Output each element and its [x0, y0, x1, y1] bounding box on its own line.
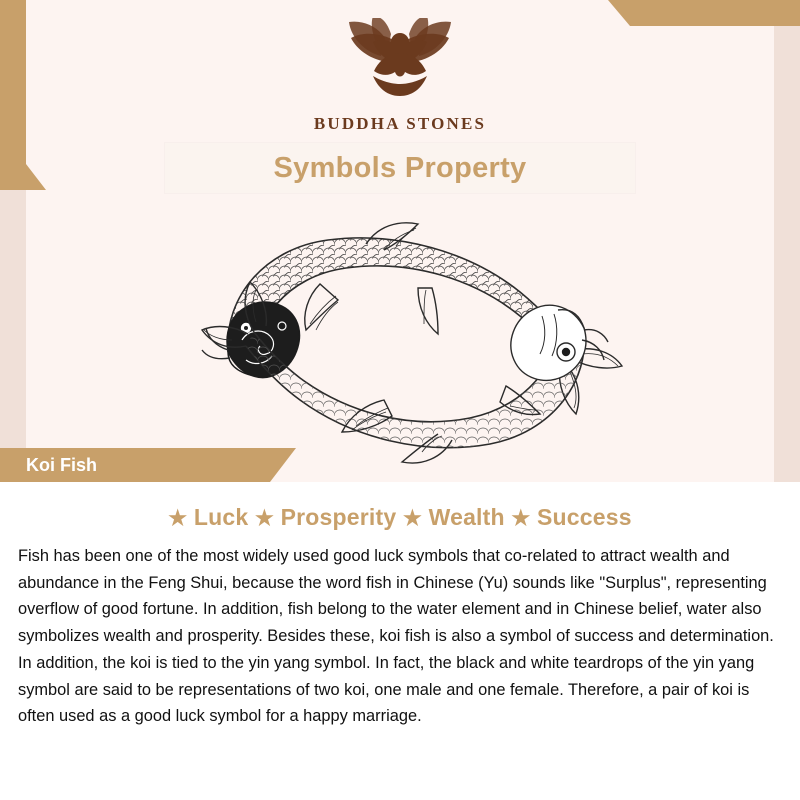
two-koi-fish-yin-yang-icon: [170, 200, 640, 470]
star-icon-3: ★: [402, 507, 422, 530]
brand-name: BUDDHA STONES: [313, 114, 487, 133]
brand-logo: [0, 18, 800, 134]
star-icon-2: ★: [254, 507, 274, 530]
keyword-luck: Luck: [193, 504, 249, 530]
section-label-tail: [270, 448, 296, 482]
keyword-prosperity: Prosperity: [280, 504, 397, 530]
title-banner: [165, 143, 635, 193]
keyword-wealth: Wealth: [428, 504, 505, 530]
keyword-list: [0, 504, 800, 531]
section-label: [0, 448, 270, 482]
star-icon-1: ★: [168, 507, 188, 530]
section-label-text: Koi Fish: [26, 454, 97, 475]
star-icon-4: ★: [511, 507, 531, 530]
description-paragraph: Fish has been one of the most widely used good luck symbols that co-related to attract wealth and abundance in the Feng Shui, because the word fish in Chinese (Yu) sounds like "Surplus", representing overflow of good fortune. In addition, fish belong to the water element and in Chinese belief, water also symbolizes wealth and prosperity. Besides these, koi fish is also a symbol of success and determination. In addition, the koi is tied to the yin yang symbol. In fact, the black and white teardrops of the yin yang symbol are said to be representations of two koi, one male and one female. Therefore, a pair of koi is often used as a good luck symbol for a happy marriage.: [18, 547, 774, 726]
content-panel: [0, 482, 800, 800]
left-band-notch: [26, 164, 46, 190]
keyword-success: Success: [536, 504, 632, 530]
page-title: Symbols Property: [273, 151, 527, 184]
lotus-meditation-icon: [325, 18, 475, 110]
